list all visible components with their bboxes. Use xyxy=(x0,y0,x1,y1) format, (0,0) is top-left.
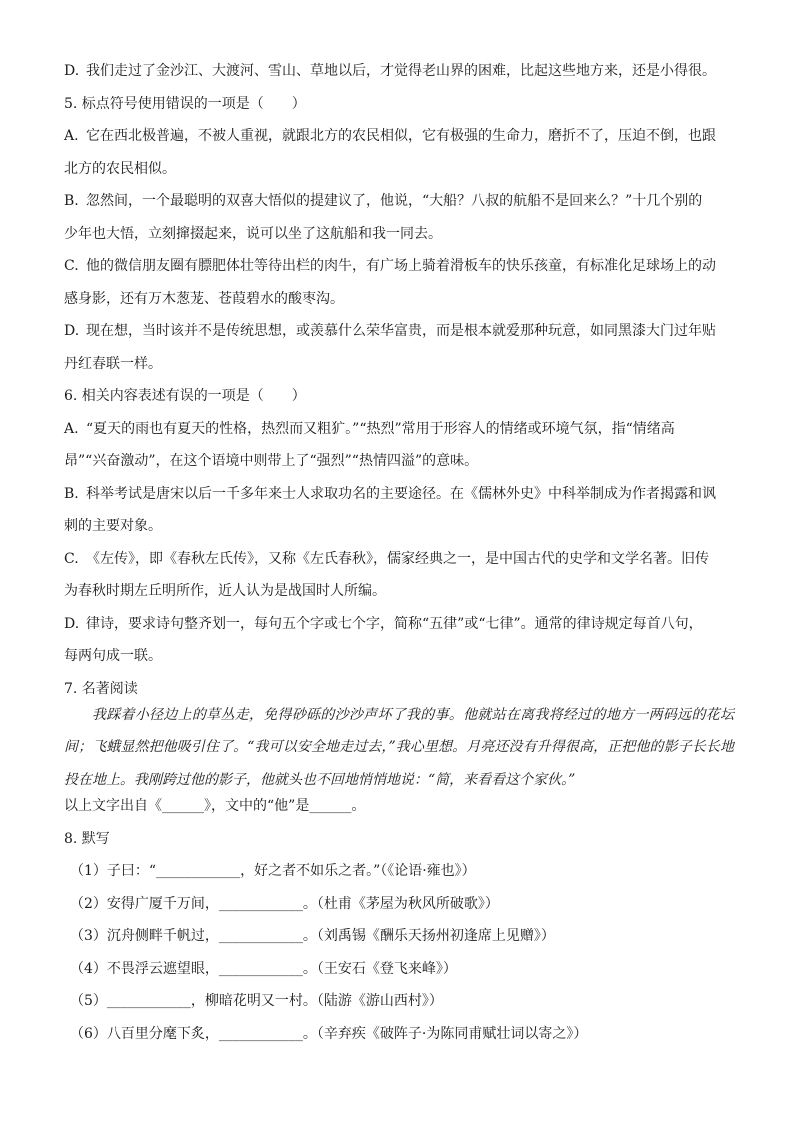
q8-item-3: （3）沉舟侧畔千帆过，____________。（刘禹锡《酬乐天扬州初逢席上见赠》） xyxy=(70,928,555,944)
option-label: B. xyxy=(64,485,79,502)
option-label: D. xyxy=(64,63,80,79)
q7-excerpt: 我踩着小径边上的草丛走，免得砂砾的沙沙声坏了我的事。他就站在离我将经过的地方一两码远的花坛间；飞蛾显然把他吸引住了。“我可以安全地走过去，”我心里想。月亮还没有升得很高，正把他的影子长长地投在地上。我刚跨过他的影子，他就头也不回地悄悄地说：“简，来看看这个家伙。” xyxy=(64,706,734,788)
option-label: D. xyxy=(64,323,80,339)
q8-item-2: （2）安得广厦千万间，____________。（杜甫《茅屋为秋风所破歌》） xyxy=(70,895,499,912)
option-text: 我们走过了金沙江、大渡河、雪山、草地以后，才觉得老山界的困难，比起这些地方来，还是小得很。 xyxy=(86,63,716,79)
q6-title: 6. 相关内容表述有误的一项是（ ） xyxy=(64,388,306,404)
option-text-cont: 少年也大悟，立刻撺掇起来，说可以坐了这航船和我一同去。 xyxy=(64,225,442,242)
q8-item-5: （5）____________，柳暗花明又一村。（陆游《游山西村》） xyxy=(70,993,443,1009)
option-text: 律诗，要求诗句整齐划一，每句五个字或七个字，简称“五律”或“七律”。通常的律诗规定每首八句， xyxy=(86,615,703,632)
option-text: 科举考试是唐宋以后一千多年来士人求取功名的主要途径。在《儒林外史》中科举制成为作者揭露和讽 xyxy=(86,485,716,502)
option-text-cont: 昂”“兴奋激动”，在这个语境中则带上了“强烈”“热情四溢”的意味。 xyxy=(64,453,479,469)
option-text: 现在想，当时该并不是传统思想，或羡慕什么荣华富贵，而是根本就爱那种玩意，如同黑漆大门过年贴 xyxy=(86,323,716,339)
option-text-cont: 每两句成一联。 xyxy=(64,648,162,664)
q6-option-d xyxy=(64,614,734,667)
q6-option-b xyxy=(64,484,734,537)
option-text-cont: 刺的主要对象。 xyxy=(64,518,162,534)
option-text: 《左传》，即《春秋左氏传》，又称《左氏春秋》，儒家经典之一，是中国古代的史学和文学名著。旧传 xyxy=(86,550,709,567)
q8-item-1: （1）子曰：“____________，好之者不如乐之者。”（《论语·雍也》） xyxy=(70,863,476,879)
option-text: 忽然间，一个最聪明的双喜大悟似的提建议了，他说，“大船？八叔的航船不是回来么？”十几个别的 xyxy=(86,193,703,209)
option-text-cont: 为春秋时期左丘明所作，近人认为是战国时人所编。 xyxy=(64,583,386,599)
q6-option-c xyxy=(64,549,734,602)
option-label: C. xyxy=(64,258,79,274)
option-text-cont: 丹红春联一样。 xyxy=(64,355,162,372)
q8-item-4: （4）不畏浮云遮望眼，____________。（王安石《登飞来峰》） xyxy=(70,960,457,977)
q8-item-6: （6）八百里分麾下炙，____________。（辛弃疾《破阵子·为陈同甫赋壮词以寄之》） xyxy=(70,1025,588,1042)
q5-option-d xyxy=(64,321,734,374)
option-text-cont: 感身影，还有万木葱茏、苍葭碧水的酸枣沟。 xyxy=(64,290,344,307)
q5-title: 5. 标点符号使用错误的一项是（ ） xyxy=(64,95,306,112)
option-label: A. xyxy=(64,420,79,437)
q4-option-d xyxy=(64,61,734,81)
q5-option-c xyxy=(64,256,734,309)
q5-option-a xyxy=(64,126,734,179)
option-label: D. xyxy=(64,615,80,632)
option-label: B. xyxy=(64,193,79,209)
option-label: A. xyxy=(64,128,79,144)
q7-question: 以上文字出自《______》，文中的“他”是______。 xyxy=(64,798,366,814)
option-text-cont: 北方的农民相似。 xyxy=(64,160,176,177)
document-page xyxy=(64,61,734,1056)
q5-option-b xyxy=(64,191,734,244)
q8-title: 8. 默写 xyxy=(64,830,110,847)
option-text: 它在西北极普遍，不被人重视，就跟北方的农民相似，它有极强的生命力，磨折不了，压迫不倒，也跟 xyxy=(86,128,716,144)
option-text: “夏天的雨也有夏天的性格，热烈而又粗犷。”“热烈”常用于形容人的情绪或环境气氛，指“情绪高 xyxy=(86,420,675,437)
option-text: 他的微信朋友圈有膘肥体壮等待出栏的肉牛，有广场上骑着滑板车的快乐孩童，有标准化足球场上的动 xyxy=(86,258,716,274)
q7-title: 7. 名著阅读 xyxy=(64,680,138,697)
q6-option-a xyxy=(64,419,734,472)
option-label: C. xyxy=(64,550,79,567)
